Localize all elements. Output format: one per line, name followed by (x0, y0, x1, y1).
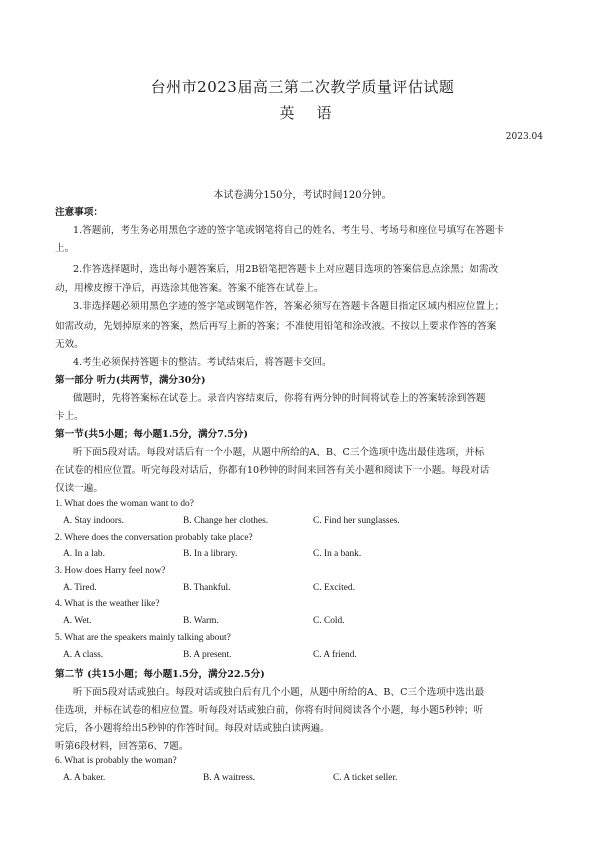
notice-heading: 注意事项： (55, 207, 103, 218)
option-a: A. Stay indoors. (63, 516, 124, 526)
option-b: B. Thankful. (183, 583, 231, 593)
part1-intro-line-1: 做题时，先将答案标在试卷上。录音内容结束后，你将有两分钟的时间将试卷上的答案转涂到答题 (73, 393, 486, 404)
section1-intro-line-3: 仅读一遍。 (55, 483, 103, 494)
notice-item-2-line-1: 2.作答选择题时，选出每小题答案后，用2B铅笔把答题卡上对应题目选项的答案信息点涂黑；如需改 (73, 264, 499, 275)
option-c: C. In a bank. (313, 549, 362, 559)
section2-intro-line-3: 完后，各小题将给出5秒钟的作答时间。每段对话或独白读两遍。 (55, 723, 330, 734)
notice-item-1-line-2: 上。 (55, 243, 75, 254)
section1-intro-line-2: 在试卷的相应位置。听完每段对话后，你都有10秒钟的时间来回答有关小题和阅读下一小题。每段对话 (55, 465, 490, 476)
part1-intro-line-2: 卡上。 (55, 411, 84, 422)
option-c: C. Cold. (313, 616, 345, 626)
option-a: A. Tired. (63, 583, 97, 593)
notice-item-1-line-1: 1.答题前，考生务必用黑色字迹的签字笔或钢笔将自己的姓名、考生号、考场号和座位号填写在答题卡 (73, 225, 505, 236)
subject-title: 英语 (279, 104, 354, 122)
option-b: B. A waitress. (203, 773, 256, 783)
notice-item-3-line-1: 3.非选择题必须用黑色字迹的签字笔或钢笔作答，答案必须写在答题卡各题目指定区域内相应位置上； (73, 301, 505, 312)
notice-item-2-line-2: 动，用橡皮擦干净后，再选涂其他答案。答案不能答在试卷上。 (55, 283, 324, 294)
part1-heading: 第一部分 听力(共两节，满分30分) (55, 375, 206, 386)
question-stem: 1. What does the woman want to do? (55, 499, 194, 509)
exam-title: 台州市2023届高三第二次教学质量评估试题 (150, 78, 455, 96)
option-a: A. Wet. (63, 616, 92, 626)
notice-item-3-line-2: 如需改动，先划掉原来的答案，然后再写上新的答案；不准使用铅笔和涂改液。不按以上要求作答的答案 (55, 321, 497, 332)
section2-intro-line-2: 佳选项，并标在试卷的相应位置。听每段对话或独白前，你将有时间阅读各个小题，每小题5秒钟；听 (55, 705, 484, 716)
question-stem: 5. What are the speakers mainly talking about? (55, 633, 231, 643)
option-b: B. A present. (183, 650, 232, 660)
option-b: B. In a library. (183, 549, 238, 559)
exam-note: 本试卷满分150分，考试时间120分钟。 (213, 190, 392, 201)
section1-intro-line-1: 听下面5段对话。每段对话后有一个小题，从题中所给的A、B、C三个选项中选出最佳选项，并标 (73, 447, 485, 458)
option-c: C. Excited. (313, 583, 355, 593)
option-a: A. In a lab. (63, 549, 105, 559)
option-a: A. A class. (63, 650, 104, 660)
notice-item-4: 4.考生必须保持答题卡的整洁。考试结束后，将答题卡交回。 (73, 357, 332, 368)
section2-material: 听第6段材料，回答第6、7题。 (55, 741, 189, 752)
section2-heading: 第二节 (共15小题；每小题1.5分，满分22.5分) (55, 669, 265, 680)
option-a: A. A baker. (63, 773, 106, 783)
option-b: B. Warm. (183, 616, 219, 626)
question-stem: 3. How does Harry feel now? (55, 566, 166, 576)
exam-date: 2023.04 (505, 132, 543, 142)
question-stem: 6. What is probably the woman? (55, 756, 177, 766)
option-c: C. Find her sunglasses. (313, 516, 400, 526)
notice-item-3-line-3: 无效。 (55, 339, 84, 350)
question-stem: 2. Where does the conversation probably take place? (55, 533, 253, 543)
option-c: C. A friend. (313, 650, 357, 660)
option-c: C. A ticket seller. (333, 773, 398, 783)
section2-intro-line-1: 听下面5段对话或独白。每段对话或独白后有几个小题，从题中所给的A、B、C三个选项中选出最 (73, 687, 485, 698)
option-b: B. Change her clothes. (183, 516, 269, 526)
section1-heading: 第一节(共5小题；每小题1.5分，满分7.5分) (55, 429, 249, 440)
question-stem: 4. What is the weather like? (55, 599, 160, 609)
